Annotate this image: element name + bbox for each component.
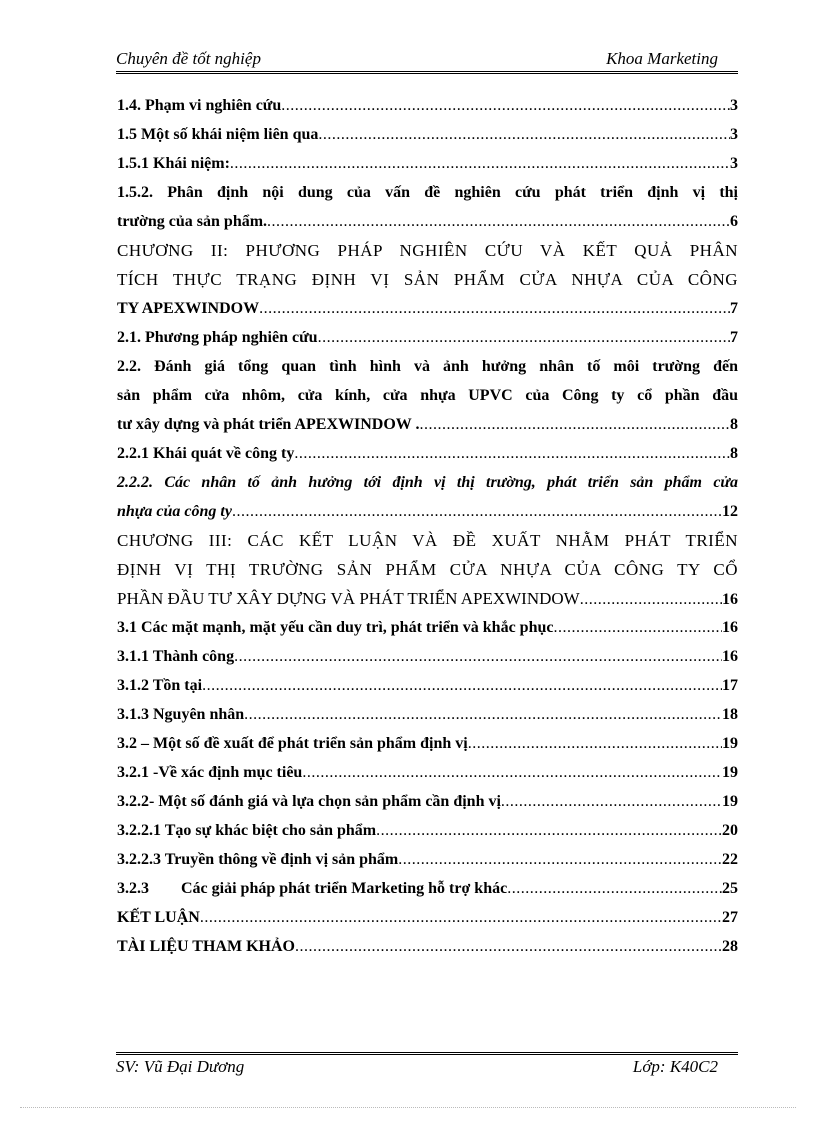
toc-entry[interactable]	[117, 642, 738, 671]
toc-entry-page: 3	[730, 97, 738, 114]
toc-entry-page: 7	[730, 329, 738, 346]
toc-chapter-entry[interactable]	[117, 526, 738, 613]
toc-entry[interactable]	[117, 671, 738, 700]
toc-entry-title: 3.2.2- Một số đánh giá và lựa chọn sản phẩm cần định vị	[117, 793, 501, 810]
toc-entry-page: 27	[722, 909, 738, 926]
toc-entry[interactable]	[117, 352, 738, 439]
page-boundary	[20, 1107, 796, 1108]
page-header	[116, 49, 738, 74]
toc-entry[interactable]	[117, 468, 738, 526]
toc-entry-title: trường của sản phẩm.	[117, 213, 268, 230]
toc-entry[interactable]	[117, 903, 738, 932]
toc-entry-title: TY APEXWINDOW	[117, 300, 260, 317]
toc-entry-line: sản phẩm cửa nhôm, cửa kính, cửa nhựa UPVC của Công ty cổ phần đầu	[117, 387, 738, 404]
toc-entry-page: 16	[722, 648, 738, 665]
toc-leader	[302, 758, 722, 787]
toc-entry-title: nhựa của công ty	[117, 503, 232, 520]
toc-entry-title: 1.5 Một số khái niệm liên qua	[117, 126, 319, 143]
toc-leader	[294, 439, 730, 468]
toc-entry[interactable]	[117, 729, 738, 758]
toc-entry[interactable]	[117, 439, 738, 468]
toc-leader	[200, 903, 722, 932]
toc-entry[interactable]	[117, 149, 738, 178]
toc-entry-page: 12	[722, 503, 738, 520]
toc-leader	[259, 294, 730, 323]
toc-entry-page: 16	[722, 619, 738, 636]
toc-entry-page: 17	[722, 677, 738, 694]
toc-entry-line: CHƯƠNG II: PHƯƠNG PHÁP NGHIÊN CỨU VÀ KẾT QUẢ PHÂN	[117, 241, 738, 260]
toc-leader	[318, 120, 730, 149]
toc-entry-title: 3.1.1 Thành công	[117, 648, 235, 665]
toc-entry-page: 16	[722, 591, 738, 608]
toc-entry-page: 6	[730, 213, 738, 230]
toc-leader	[230, 149, 730, 178]
toc-entry[interactable]	[117, 845, 738, 874]
toc-entry-line: 2.2.2. Các nhân tố ảnh hưởng tới định vị thị trường, phát triển sản phẩm cửa	[117, 474, 738, 491]
toc-entry[interactable]	[117, 787, 738, 816]
toc-leader	[553, 613, 722, 642]
toc-leader	[232, 497, 722, 526]
toc-leader	[580, 585, 722, 614]
toc-entry[interactable]	[117, 91, 738, 120]
toc-entry-title: TÀI LIỆU THAM KHẢO	[117, 938, 295, 955]
toc-entry-title: 3.1.3 Nguyên nhân	[117, 706, 245, 723]
toc-entry-page: 28	[722, 938, 738, 955]
toc-entry-line: CHƯƠNG III: CÁC KẾT LUẬN VÀ ĐỀ XUẤT NHẰM PHÁT TRIỂN	[117, 531, 738, 550]
toc-entry-line: 2.2. Đánh giá tổng quan tình hình và ảnh hưởng nhân tố môi trường đến	[117, 358, 738, 375]
toc-entry[interactable]	[117, 874, 738, 903]
toc-leader	[267, 207, 730, 236]
table-of-contents	[117, 91, 738, 961]
toc-leader	[398, 845, 722, 874]
toc-entry-title: 3.1 Các mặt mạnh, mặt yếu cần duy trì, phát triển và khắc phục	[117, 619, 554, 636]
toc-entry-title: 1.5.1 Khái niệm:	[117, 155, 230, 172]
toc-entry[interactable]	[117, 323, 738, 352]
header-right: Khoa Marketing	[606, 49, 718, 68]
toc-entry-title: 3.2.1 -Về xác định mục tiêu	[117, 764, 303, 781]
header-left: Chuyên đề tốt nghiệp	[116, 49, 261, 68]
toc-entry-page: 7	[730, 300, 738, 317]
footer-left: SV: Vũ Đại Dương	[116, 1057, 245, 1076]
toc-leader	[468, 729, 722, 758]
toc-leader	[295, 932, 722, 961]
toc-entry[interactable]	[117, 613, 738, 642]
toc-entry-line: ĐỊNH VỊ THỊ TRƯỜNG SẢN PHẨM CỬA NHỰA CỦA CÔNG TY CỔ	[117, 560, 738, 579]
toc-entry-page: 3	[730, 155, 738, 172]
toc-leader	[244, 700, 722, 729]
toc-leader	[202, 671, 722, 700]
toc-entry-page: 20	[722, 822, 738, 839]
toc-entry-title: tư xây dựng và phát triển APEXWINDOW .	[117, 416, 420, 433]
toc-entry-title: 3.2.2.1 Tạo sự khác biệt cho sản phẩm	[117, 822, 377, 839]
page-footer	[116, 1052, 738, 1079]
toc-entry[interactable]	[117, 700, 738, 729]
toc-leader	[318, 323, 730, 352]
toc-entry[interactable]	[117, 816, 738, 845]
toc-leader	[420, 410, 731, 439]
toc-entry-title: 1.4. Phạm vi nghiên cứu	[117, 97, 282, 114]
toc-entry-page: 8	[730, 416, 738, 433]
toc-entry-page: 8	[730, 445, 738, 462]
toc-entry-page: 18	[722, 706, 738, 723]
toc-entry-page: 19	[722, 735, 738, 752]
toc-chapter-entry[interactable]	[117, 236, 738, 323]
footer-right: Lớp: K40C2	[632, 1057, 718, 1076]
toc-entry-title: 3.2 – Một số đề xuất để phát triển sản phẩm định vị	[117, 735, 468, 752]
toc-entry-page: 3	[730, 126, 738, 143]
toc-entry-page: 19	[722, 793, 738, 810]
toc-entry-line: TÍCH THỰC TRẠNG ĐỊNH VỊ SẢN PHẨM CỬA NHỰA CỦA CÔNG	[117, 270, 738, 289]
toc-entry-title: 2.1. Phương pháp nghiên cứu	[117, 329, 318, 346]
toc-entry-title: 2.2.1 Khái quát về công ty	[117, 445, 295, 462]
toc-leader	[376, 816, 722, 845]
toc-entry-title: 3.2.2.3 Truyền thông về định vị sản phẩm	[117, 851, 399, 868]
toc-entry-line: 1.5.2. Phân định nội dung của vấn đề nghiên cứu phát triển định vị thị	[117, 184, 738, 201]
toc-entry[interactable]	[117, 932, 738, 961]
toc-entry-page: 25	[722, 880, 738, 897]
toc-leader	[281, 91, 730, 120]
toc-entry-title: 3.1.2 Tồn tại	[117, 677, 203, 694]
toc-leader	[501, 787, 722, 816]
toc-entry-title: 3.2.3 Các giải pháp phát triển Marketing hỗ trợ khác	[117, 880, 508, 897]
toc-entry-title: PHẦN ĐẦU TƯ XÂY DỰNG VÀ PHÁT TRIỂN APEXWINDOW	[117, 589, 580, 608]
toc-entry[interactable]	[117, 178, 738, 236]
toc-entry[interactable]	[117, 120, 738, 149]
toc-entry[interactable]	[117, 758, 738, 787]
toc-entry-title: KẾT LUẬN	[117, 909, 200, 926]
toc-leader	[234, 642, 722, 671]
toc-entry-page: 22	[722, 851, 738, 868]
toc-leader	[507, 874, 722, 903]
toc-entry-page: 19	[722, 764, 738, 781]
